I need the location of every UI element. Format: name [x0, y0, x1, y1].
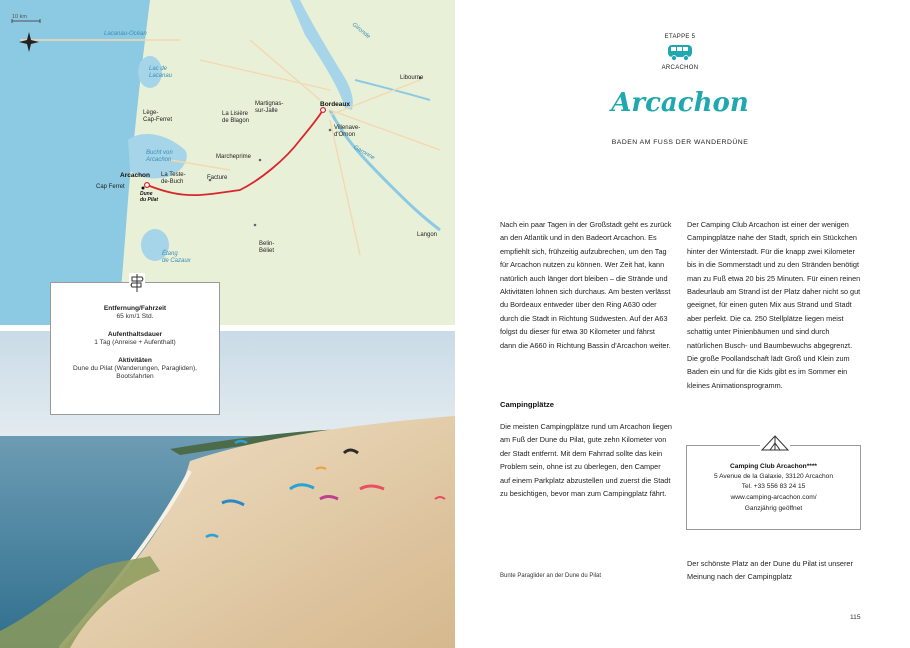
campsite-phone: Tel. +33 556 83 24 15	[741, 483, 806, 491]
map-label-martignas: Martignas- sur-Jalle	[255, 101, 284, 114]
map-label-lege-cap-ferret: Lège- Cap-Ferret	[143, 110, 173, 123]
campsite-season: Ganzjährig geöffnet	[744, 504, 803, 512]
duration-value: 1 Tag (Anreise + Aufenthalt)	[94, 338, 176, 346]
campsite-name: Camping Club Arcachon****	[730, 463, 817, 470]
distance-heading: Entfernung/Fahrzeit	[103, 305, 167, 312]
page-number: 115	[850, 614, 861, 621]
map-label-libourne: Libourne	[400, 75, 424, 81]
map-graphic	[0, 0, 455, 325]
activities-heading: Aktivitäten	[118, 356, 152, 364]
camping-heading: Campingplätze	[500, 400, 555, 409]
page-title: Arcachon	[611, 88, 749, 118]
camper-van-icon	[666, 42, 694, 67]
body-paragraph-intro: Nach ein paar Tagen in der Großstadt geht es zurück an den Atlantik und in den Badeort Arcachon. Es empfiehlt sich, frühzeitig aufzubrechen, um den Tag für Arcachon nutzen zu können. Wer Zeit hat, kann natürlich auch länger dort bleiben – die Strände und Aktivitäten lohnen sich durchaus. Am besten verlässt du Bordeaux entweder über den Ring A630 oder durch die Stadt in Richtung Südwesten. Auf der A63 folgst du dieser für etwa 30 Kilometer und fährst dann die A660 in Richtung Bassin d'Arcachon weiter.	[500, 220, 672, 350]
body-paragraph-camping: Die meisten Campingplätze rund um Arcachon liegen am Fuß der Dune du Pilat, gute zehn Kilometer von der Stadt entfernt. Mit dem Fahrrad sollte das kein Problem sein, ohne ist zu überlegen, den Camper auf einem Parkplatz abzustellen und zuerst die Stadt zu besichtigen, bevor man zum Campingplatz fährt.	[500, 422, 672, 499]
map-label-marcheprime: Marcheprime	[216, 154, 252, 160]
distance-value: 65 km/1 Std.	[116, 312, 154, 320]
body-paragraph-dune-camping: Der schönste Platz an der Dune du Pilat ist unserer Meinung nach der Campingplatz	[687, 559, 853, 582]
map-label-belin: Belin- Béliet	[259, 241, 275, 254]
page-subtitle: BADEN AM FUSS DER WANDERDÜNE	[611, 139, 749, 146]
signpost-icon	[129, 273, 145, 293]
map-label-arcachon: Arcachon	[120, 172, 150, 179]
map-label-facture: Facture	[207, 175, 228, 181]
stage-label: ETAPPE 5	[664, 34, 696, 40]
route-map	[0, 0, 455, 325]
map-label-bordeaux: Bordeaux	[320, 101, 350, 108]
right-page	[455, 0, 910, 648]
campsite-info-box	[686, 445, 861, 530]
map-label-garonne: Garonne	[352, 144, 376, 162]
duration-heading: Aufenthaltsdauer	[107, 330, 163, 338]
map-label-dune: Dune du Pilat	[140, 191, 159, 203]
map-label-bucht: Bucht von Arcachon	[146, 150, 173, 163]
scale-label: 10 km	[12, 14, 27, 20]
map-label-la-lisiere: La Lisière de Blagon	[222, 111, 250, 124]
map-label-cap-ferret: Cap Ferret	[96, 184, 125, 190]
map-label-gironde: Gironde	[350, 21, 371, 41]
stage-city: ARCACHON	[661, 65, 699, 71]
photo-caption: Bunte Paraglider an der Dune du Pilat	[500, 573, 602, 579]
campsite-website: www.camping-arcachon.com/	[730, 493, 817, 501]
map-label-villenave: Villenave- d'Ornon	[334, 125, 361, 138]
map-label-lac-de-lacanau: Lac de Lacanau	[149, 66, 173, 79]
map-label-langon: Langon	[417, 232, 438, 238]
body-paragraph-camping-club: Der Camping Club Arcachon ist einer der wenigen Campingplätze nahe der Stadt, sprich ein Stückchen hinter der Winterstadt. Für die knapp zwei Kilometer bis in die Sommerstadt und zu den Stränden benötigt man zu Fuß etwa 20 bis 25 Minuten. Für einen reinen Badeurlaub am Strand ist der Platz daher nicht so gut geeignet, für einen guten Mix aus Strand und Stadt aber perfekt. Die ca. 250 Stellplätze liegen meist schattig unter Pinienbäumen und sind durch natürlichen Busch- und Baumbewuchs abgegrenzt. Die große Poollandschaft lädt Groß und Klein zum Baden ein und für die Kids gibt es im Sommer ein kleines Animationsprogramm.	[687, 220, 861, 390]
campsite-address: 5 Avenue de la Galaxie, 33120 Arcachon	[713, 472, 834, 480]
tent-icon	[760, 434, 790, 452]
map-label-lacanau-ocean: Lacanau-Océan	[104, 31, 147, 37]
map-label-etang: Étang de Cazaux	[162, 251, 191, 264]
activities-value: Dune du Pilat (Wanderungen, Paragliden), Bootsfahrten	[72, 364, 197, 381]
map-label-la-teste: La Teste- de-Buch	[161, 172, 186, 185]
trip-info-box	[50, 282, 220, 415]
